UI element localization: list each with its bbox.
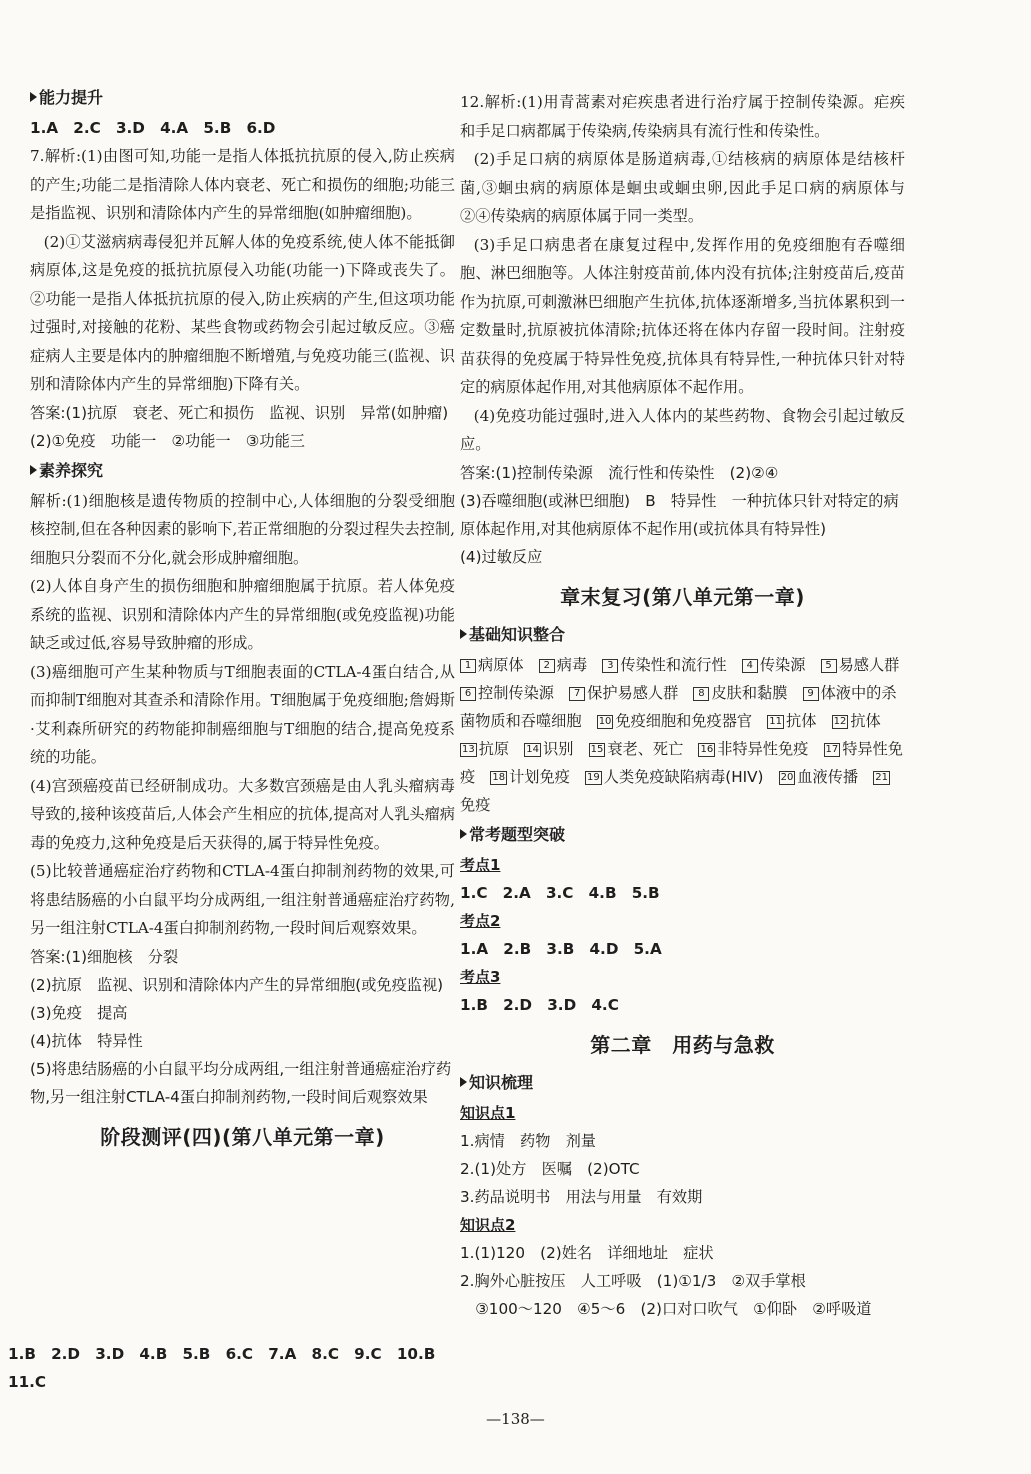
item-text: 病毒 xyxy=(556,655,588,674)
basic-knowledge-item xyxy=(524,740,573,758)
basic-knowledge-item xyxy=(585,768,763,786)
q7-analysis: 7.解析:(1)由图可知,功能一是指人体抵抗抗原的侵入,防止疾病的产生;功能二是指清除人体内衰老、死亡和损伤的细胞;功能三是指监视、识别和清除体内产生的异常细胞(如肿瘤细胞)。 xyxy=(30,147,455,222)
stage-answers xyxy=(8,1340,448,1396)
ability-answers: 1.A 2.C 3.D 4.A 5.B 6.D xyxy=(30,119,276,137)
basic-knowledge-item xyxy=(539,656,587,674)
basic-knowledge-item xyxy=(490,768,569,786)
item-text: 免疫 xyxy=(460,795,491,814)
q7-paragraph-2: (2)①艾滋病病毒侵犯并瓦解人体的免疫系统,使人体不能抵御病原体,这是免疫的抵抗抗原侵入功能(功能一)下降或丧失了。②功能一是指人体抵抗抗原的侵入,防止疾病的产生,但这项功能过强时,对接触的花粉、某些食物或药物会引起过敏反应。③癌症病人主要是体内的肿瘤细胞不断增殖,与免疫功能三(监视、识别和清除体内产生的异常细胞)下降有关。 xyxy=(30,232,455,393)
explore-answer-2: (2)抗原 监视、识别和清除体内产生的异常细胞(或免疫监视) xyxy=(30,975,444,994)
kaodian-3-answers: 1.B 2.D 3.D 4.C xyxy=(460,995,619,1014)
explore-paragraph-1: 解析:(1)细胞核是遗传物质的控制中心,人体细胞的分裂受细胞核控制,但在各种因素的影响下,若正常细胞的分裂过程失去控制,细胞只分裂而不分化,就会形成肿瘤细胞。 xyxy=(30,491,455,567)
triangle-marker-icon xyxy=(30,465,37,475)
knowledge-point-1-line-2: 2.(1)处方 医嘱 (2)OTC xyxy=(460,1159,640,1178)
triangle-marker-icon xyxy=(460,829,467,839)
item-number-box: 14 xyxy=(526,743,540,755)
item-text: 非特异性免疫 xyxy=(717,739,809,758)
item-text: 皮肤和黏膜 xyxy=(711,683,788,702)
knowledge-point-2-label: 知识点2 xyxy=(460,1215,516,1234)
right-column xyxy=(460,88,905,1323)
item-text: 传染源 xyxy=(759,655,806,674)
kaodian-2-label: 考点2 xyxy=(460,911,501,930)
item-text: 识别 xyxy=(543,739,574,758)
q12-paragraph-2: (2)手足口病的病原体是肠道病毒,①结核病的病原体是结核杆菌,③蛔虫病的病原体是蛔虫或蛔虫卵,因此手足口病的病原体与②④传染病的病原体属于同一类型。 xyxy=(460,150,905,225)
item-text: 病原体 xyxy=(478,655,524,674)
basic-knowledge-item xyxy=(821,656,900,674)
q7-answer-1: 答案:(1)抗原 衰老、死亡和损伤 监视、识别 异常(如肿瘤) xyxy=(30,403,449,422)
kaodian-2-answers: 1.A 2.B 3.B 4.D 5.A xyxy=(460,939,662,958)
item-number-box: 12 xyxy=(833,715,847,727)
explore-answer-5: (5)将患结肠癌的小白鼠平均分成两组,一组注射普通癌症治疗药物,另一组注射CTLA-4蛋白抑制剂药物,一段时间后观察效果 xyxy=(30,1059,452,1106)
item-number-box: 9 xyxy=(803,687,819,701)
basic-knowledge-item xyxy=(460,684,554,702)
chapter-review-title: 章末复习(第八单元第一章) xyxy=(560,584,805,609)
item-text: 抗体 xyxy=(786,711,817,730)
triangle-marker-icon xyxy=(30,92,37,102)
item-number-box: 10 xyxy=(598,715,612,727)
basic-knowledge-item xyxy=(460,740,509,758)
knowledge-sorting-title: 知识梳理 xyxy=(460,1069,905,1097)
item-text: 抗体 xyxy=(850,711,881,730)
item-text: 易感人群 xyxy=(838,655,900,674)
explore-answer-4: (4)抗体 特异性 xyxy=(30,1031,143,1050)
item-text: 特异性免疫 xyxy=(460,739,903,786)
knowledge-point-2-line-1: 1.(1)120 (2)姓名 详细地址 症状 xyxy=(460,1243,714,1262)
explore-section-title: 素养探究 xyxy=(30,457,455,485)
item-text: 保护易感人群 xyxy=(587,683,679,702)
q12-answer-3: (4)过敏反应 xyxy=(460,547,543,566)
item-text: 体液中的杀菌物质和吞噬细胞 xyxy=(460,683,897,730)
item-number-box: 17 xyxy=(825,743,839,755)
item-number-box: 16 xyxy=(700,743,714,755)
item-number-box: 15 xyxy=(590,743,604,755)
item-text: 人类免疫缺陷病毒(HIV) xyxy=(603,767,764,786)
q7-answer-2: (2)①免疫 功能一 ②功能一 ③功能三 xyxy=(30,431,305,450)
item-text: 抗原 xyxy=(478,739,510,758)
basic-knowledge-item xyxy=(779,768,858,786)
chapter-2-title: 第二章 用药与急救 xyxy=(590,1032,775,1057)
item-number-box: 5 xyxy=(821,659,837,673)
knowledge-point-2-line-3: ③100～120 ④5～6 (2)口对口吹气 ①仰卧 ②呼吸道 xyxy=(475,1299,872,1318)
item-number-box: 18 xyxy=(492,771,506,783)
q12-paragraph-1: 12.解析:(1)用青蒿素对疟疾患者进行治疗属于控制传染源。疟疾和手足口病都属于传染病,传染病具有流行性和传染性。 xyxy=(460,93,905,140)
item-number-box: 8 xyxy=(693,687,709,701)
explore-paragraph-5: (5)比较普通癌症治疗药物和CTLA-4蛋白抑制剂药物的效果,可将患结肠癌的小白鼠平均分成两组,一组注射普通癌症治疗药物,另一组注射CTLA-4蛋白抑制剂药物,一段时间后观察效果。 xyxy=(30,862,455,937)
item-number-box: 11 xyxy=(769,715,783,727)
explore-answer-1: 答案:(1)细胞核 分裂 xyxy=(30,947,179,966)
basic-knowledge-item xyxy=(597,712,752,730)
stage-test-title: 阶段测评(四)(第八单元第一章) xyxy=(100,1124,385,1149)
item-number-box: 7 xyxy=(569,687,585,701)
basic-knowledge-list xyxy=(460,651,905,819)
basic-knowledge-item xyxy=(832,712,881,730)
triangle-marker-icon xyxy=(460,1077,467,1087)
kaodian-3-label: 考点3 xyxy=(460,967,501,986)
explore-paragraph-2: (2)人体自身产生的损伤细胞和肿瘤细胞属于抗原。若人体免疫系统的监视、识别和清除体内产生的异常细胞(或免疫监视)功能缺乏或过低,容易导致肿瘤的形成。 xyxy=(30,577,455,652)
item-text: 免疫细胞和免疫器官 xyxy=(615,711,753,730)
item-number-box: 2 xyxy=(539,659,555,673)
kaodian-1-label: 考点1 xyxy=(460,855,501,874)
basic-knowledge-item xyxy=(698,740,808,758)
page-number: —138— xyxy=(486,1410,545,1428)
stage-answers-line-2: 11.C xyxy=(8,1373,47,1391)
basic-knowledge-item xyxy=(589,740,684,758)
basic-knowledge-item xyxy=(767,712,816,730)
ability-section-title: 能力提升 xyxy=(30,84,455,112)
knowledge-point-1-label: 知识点1 xyxy=(460,1103,516,1122)
basic-knowledge-item xyxy=(693,684,787,702)
item-number-box: 3 xyxy=(602,659,618,673)
q12-answer-1: 答案:(1)控制传染源 流行性和传染性 (2)②④ xyxy=(460,463,779,482)
item-number-box: 4 xyxy=(742,659,758,673)
knowledge-point-1-line-1: 1.病情 药物 剂量 xyxy=(460,1131,596,1150)
item-number-box: 6 xyxy=(460,687,476,701)
item-number-box: 19 xyxy=(587,771,600,783)
item-text: 血液传播 xyxy=(797,767,859,786)
kaodian-1-answers: 1.C 2.A 3.C 4.B 5.B xyxy=(460,883,660,902)
knowledge-point-1-line-3: 3.药品说明书 用法与用量 有效期 xyxy=(460,1187,703,1206)
q12-paragraph-4: (4)免疫功能过强时,进入人体内的某些药物、食物会引起过敏反应。 xyxy=(460,406,905,453)
explore-paragraph-4: (4)宫颈癌疫苗已经研制成功。大多数宫颈癌是由人乳头瘤病毒导致的,接种该疫苗后,人体会产生相应的抗体,提高对人乳头瘤病毒的免疫力,这种免疫是后天获得的,属于特异性免疫。 xyxy=(30,776,455,852)
basic-knowledge-item xyxy=(460,656,524,674)
basic-knowledge-item xyxy=(742,656,806,674)
q12-paragraph-3: (3)手足口病患者在康复过程中,发挥作用的免疫细胞有吞噬细胞、淋巴细胞等。人体注射疫苗前,体内没有抗体;注射疫苗后,疫苗作为抗原,可刺激淋巴细胞产生抗体,抗体逐渐增多,当抗体累积到一定数量时,抗原被抗体清除;抗体还将在体内存留一段时间。注射疫苗获得的免疫属于特异性免疫,抗体具有特异性,一种抗体只针对特定的病原体起作用,对其他病原体不起作用。 xyxy=(460,235,905,396)
q12-answer-2: (3)吞噬细胞(或淋巴细胞) B 特异性 一种抗体只针对特定的病原体起作用,对其他病原体不起作用(或抗体具有特异性) xyxy=(460,491,899,538)
basic-knowledge-item xyxy=(569,684,678,702)
explore-paragraph-3: (3)癌细胞可产生某种物质与T细胞表面的CTLA-4蛋白结合,从而抑制T细胞对其查杀和清除作用。T细胞属于免疫细胞;詹姆斯·艾利森所研究的药物能抑制癌细胞与T细胞的结合,提高免疫系统的功能。 xyxy=(30,662,455,766)
basic-knowledge-item xyxy=(602,656,726,674)
item-number-box: 13 xyxy=(462,743,475,755)
knowledge-point-2-line-2: 2.胸外心脏按压 人工呼吸 (1)①1/3 ②双手掌根 xyxy=(460,1271,806,1290)
stage-answers-line-1: 1.B 2.D 3.D 4.B 5.B 6.C 7.A 8.C 9.C 10.B xyxy=(8,1345,436,1363)
item-number-box: 1 xyxy=(460,659,476,673)
triangle-marker-icon xyxy=(460,629,467,639)
item-number-box: 21 xyxy=(875,771,889,783)
basic-knowledge-title: 基础知识整合 xyxy=(460,621,905,649)
item-text: 衰老、死亡 xyxy=(607,739,684,758)
item-text: 传染性和流行性 xyxy=(620,655,727,674)
left-column xyxy=(30,82,455,1161)
item-text: 计划免疫 xyxy=(509,767,570,786)
item-text: 控制传染源 xyxy=(478,683,554,702)
explore-answer-3: (3)免疫 提高 xyxy=(30,1003,128,1022)
item-number-box: 20 xyxy=(780,771,794,783)
common-questions-title: 常考题型突破 xyxy=(460,821,905,849)
